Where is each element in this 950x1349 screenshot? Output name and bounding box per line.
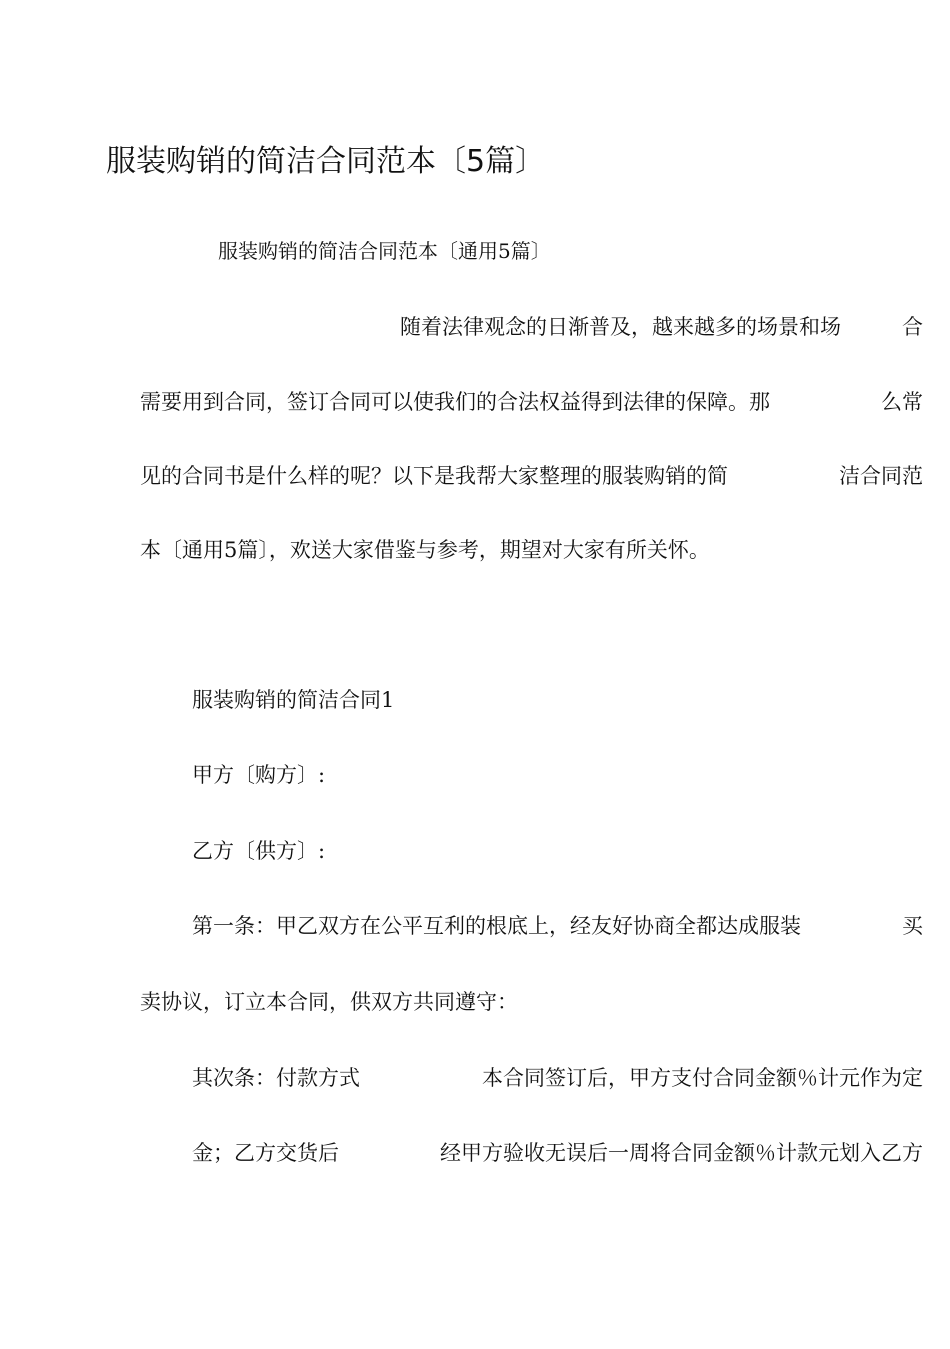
clause-1-line-1-part-1: 第一条：甲乙双方在公平互利的根底上，经友好协商全都达成服装 [192,914,801,938]
contract-heading: 服装购销的简洁合同1 [192,688,395,712]
clause-1-line-1 [192,911,923,941]
clause-2-line-2-part-1: 金；乙方交货后 [192,1141,339,1165]
intro-line-1-part-1: 随着法律观念的日渐普及，越来越多的场景和场 [400,315,841,339]
clause-1-line-2 [140,987,518,1017]
intro-line-4-part-1: 本〔通用5篇〕，欢送大家借鉴与参考，期望对大家有所关怀。 [140,538,710,562]
intro-line-2-part-1: 需要用到合同，签订合同可以使我们的合法权益得到法律的保障。那 [140,390,770,414]
clause-2-line-1 [192,1063,923,1093]
intro-line-1-part-2: 合 [902,315,923,339]
party-b-line: 乙方〔供方〕: [192,839,326,863]
party-a-line: 甲方〔购方〕: [192,763,326,787]
clause-2-line-2-part-2: 经甲方验收无误后一周将合同金额％计款元划入乙方 [440,1141,923,1165]
document-title: 服装购销的简洁合同范本〔5篇〕 [106,144,546,179]
clause-2-line-2 [192,1138,923,1168]
intro-line-2-part-2: 么常 [881,390,923,414]
intro-line-4 [140,535,710,565]
intro-line-3-part-1: 见的合同书是什么样的呢？以下是我帮大家整理的服装购销的简 [140,464,728,488]
intro-line-3 [140,461,923,491]
intro-line-3-part-2: 洁合同范 [839,464,923,488]
intro-line-1 [400,312,923,342]
clause-1-line-2-part-1: 卖协议，订立本合同，供双方共同遵守： [140,990,518,1014]
clause-2-line-1-part-1: 其次条：付款方式 [192,1066,360,1090]
document-subtitle: 服装购销的简洁合同范本〔通用5篇〕 [218,239,551,263]
clause-2-line-1-part-2: 本合同签订后，甲方支付合同金额％计元作为定 [482,1066,923,1090]
intro-line-2 [140,387,923,417]
clause-1-line-1-part-2: 买 [902,914,923,938]
